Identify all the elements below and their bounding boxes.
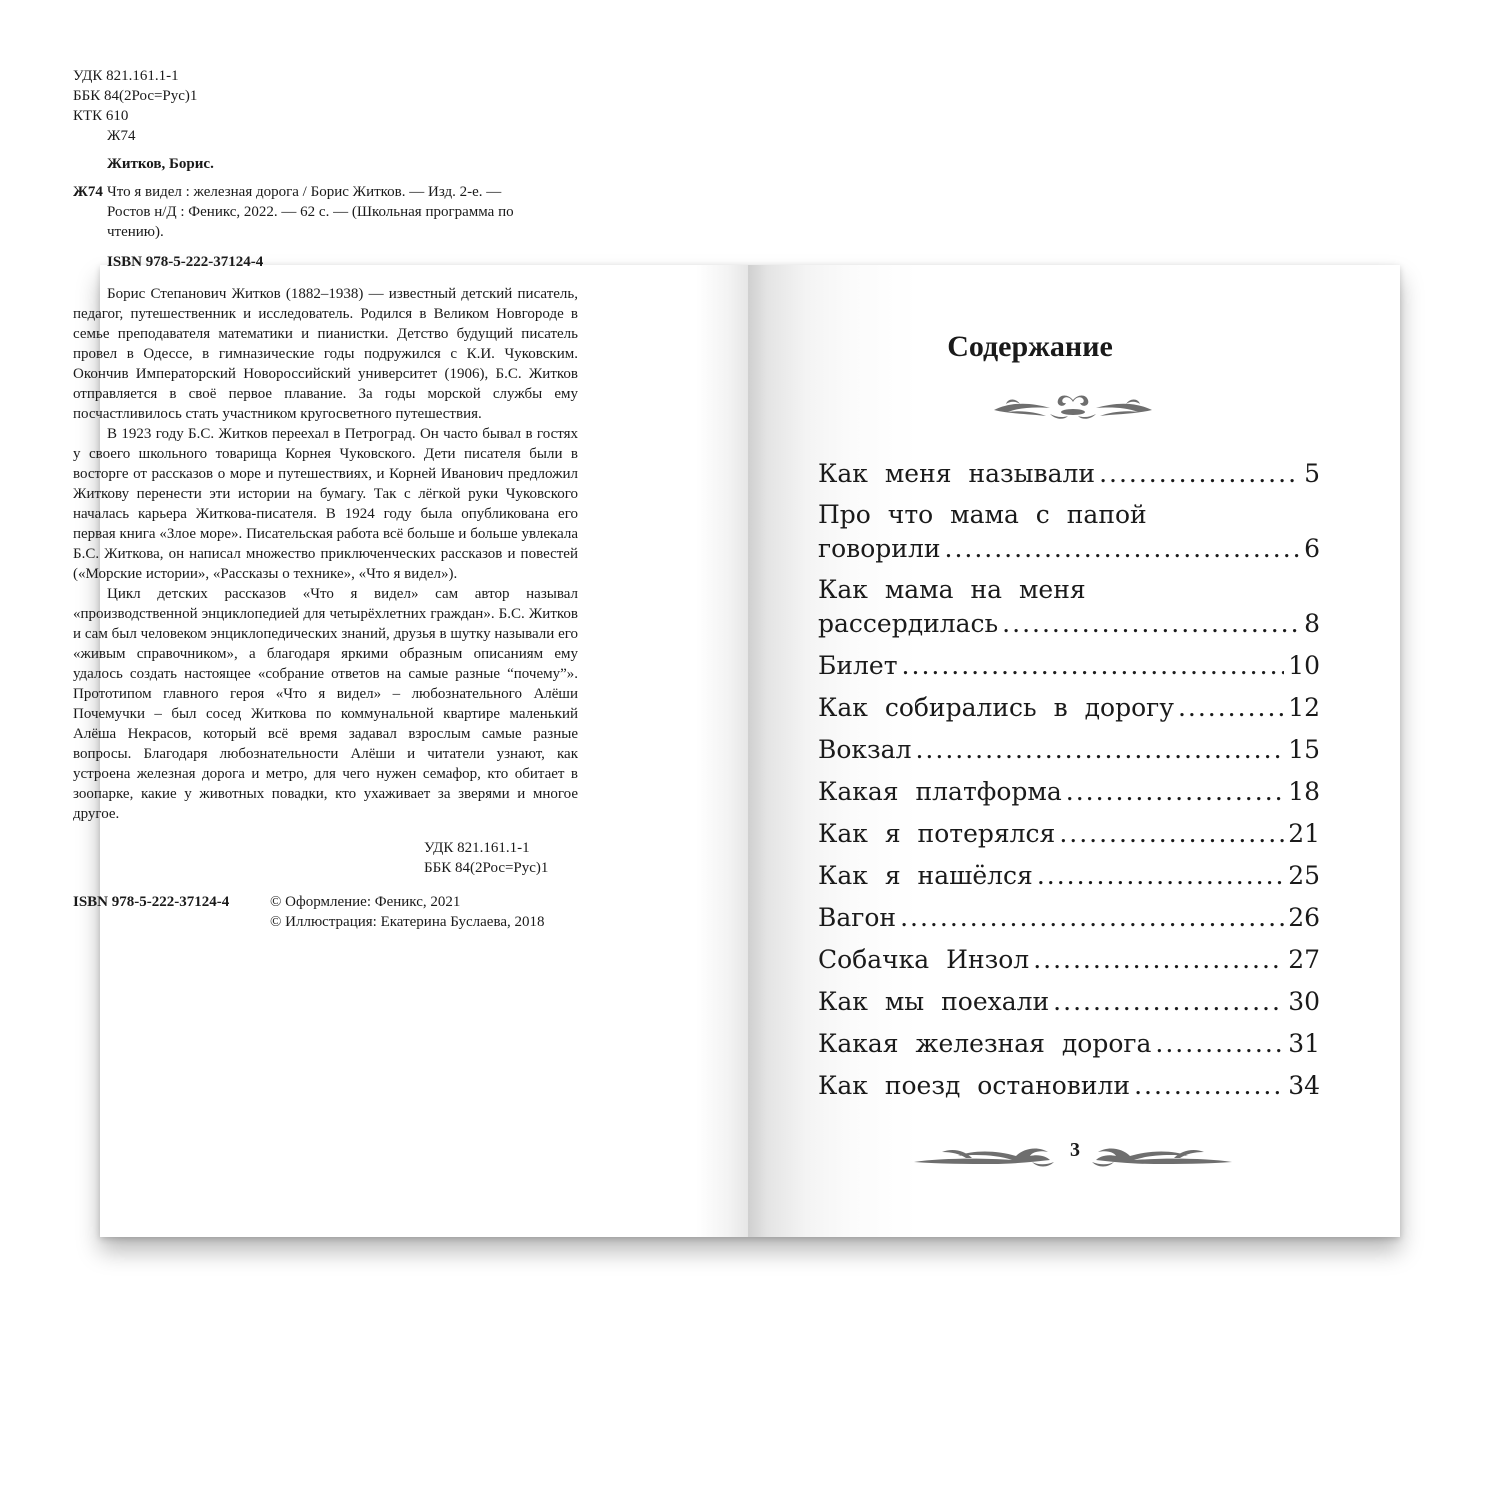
toc-entry-title: рассердилась xyxy=(818,609,999,638)
entry-line: Ростов н/Д : Феникс, 2022. — 62 с. — (Школьная программа по xyxy=(107,204,514,220)
toc-entry-title: Как я потерялся xyxy=(818,818,1056,848)
toc-entry-title: Какая платформа xyxy=(818,776,1062,806)
toc-entry-page: 34 xyxy=(1288,1070,1320,1100)
page-number: 3 xyxy=(1070,1139,1080,1161)
toc-entry-page: 31 xyxy=(1288,1028,1320,1058)
toc-entry[interactable] xyxy=(818,494,1320,569)
toc-entry-title: Билет xyxy=(818,650,898,680)
toc-entry[interactable] xyxy=(818,1022,1320,1064)
toc-leader-dots xyxy=(1002,609,1300,638)
toc-leader-dots xyxy=(1155,1029,1284,1058)
toc-leader-dots xyxy=(900,903,1284,932)
toc-entry[interactable] xyxy=(818,812,1320,854)
toc-entry-page: 10 xyxy=(1288,650,1320,680)
copyright-block xyxy=(73,892,578,932)
toc-entry-title: Как мама на меня xyxy=(818,575,1086,604)
toc-entry[interactable] xyxy=(818,452,1320,494)
toc-entry-page: 12 xyxy=(1288,692,1320,722)
classification-codes xyxy=(73,66,578,146)
toc-entry-page: 15 xyxy=(1288,734,1320,764)
toc-entry-title: Собачка Инзол xyxy=(818,944,1030,974)
toc-entry-title: Как меня называли xyxy=(818,458,1096,488)
toc-entry[interactable] xyxy=(818,644,1320,686)
toc-entry-page: 30 xyxy=(1288,986,1320,1016)
toc-entry[interactable] xyxy=(818,854,1320,896)
toc-entry[interactable] xyxy=(818,569,1320,644)
toc-entry-title: Вагон xyxy=(818,902,897,932)
toc-entry-title: Про что мама с папой xyxy=(818,500,1147,529)
toc-leader-dots xyxy=(1178,693,1284,722)
annotation xyxy=(73,284,578,824)
flourish-ornament-icon xyxy=(990,390,1156,424)
toc-entry[interactable] xyxy=(818,728,1320,770)
toc-entry-title: Как мы поехали xyxy=(818,986,1050,1016)
toc-entry-title: Вокзал xyxy=(818,734,912,764)
toc-leader-dots xyxy=(1037,861,1284,890)
annotation-paragraph: Борис Степанович Житков (1882–1938) — известный детский писатель, педагог, путешественник и исследователь. Родился в Великом Новгороде в семье преподавателя математики и пианистки. Детство будущий писатель провел в Одессе, в гимназические годы подружился с К.И. Чуковским. Окончив Императорский Новороссийский университет (1906), Б.С. Житков отправляется в своё первое плавание. За годы морской службы ему посчастливилось стать участником кругосветного путешествия. xyxy=(73,286,578,422)
bbk-code: ББК 84(2Рос=Рус)1 xyxy=(73,88,198,104)
udk-code: УДК 821.161.1-1 xyxy=(73,68,179,84)
toc-entry-title: Какая железная дорога xyxy=(818,1028,1152,1058)
udk-code: УДК 821.161.1-1 xyxy=(424,840,530,856)
toc-entry-page: 26 xyxy=(1288,902,1320,932)
author-heading: Житков, Борис. xyxy=(107,156,214,172)
toc-entry-page: 5 xyxy=(1304,458,1320,488)
toc-entry[interactable] xyxy=(818,938,1320,980)
toc-entry-page: 18 xyxy=(1288,776,1320,806)
toc-entry-page: 8 xyxy=(1304,609,1320,638)
toc-entry[interactable] xyxy=(818,686,1320,728)
author-sign: Ж74 xyxy=(107,128,136,144)
toc-entry-page: 25 xyxy=(1288,860,1320,890)
toc-entry-title: говорили xyxy=(818,534,941,563)
imprint-block xyxy=(73,66,578,932)
toc-entry-page: 21 xyxy=(1288,818,1320,848)
toc-entry-title: Как поезд остановили xyxy=(818,1070,1131,1100)
annotation-paragraph: В 1923 году Б.С. Житков переехал в Петроград. Он часто бывал в гостях у своего школьного товарища Корнея Чуковского. Дети писателя были в восторге от рассказов о море и путешествиях, и Корней Иванович предложил Житкову перенести эти истории на бумагу. Так с лёгкой руки Чуковского началась карьера Житкова-писателя. В 1924 году была опубликована его первая книга «Злое море». Писательская работа всё больше и больше увлекала Б.С. Житкова, он написал множество приключенческих рассказов и повестей («Морские истории», «Рассказы о технике», «Что я видел»). xyxy=(73,426,578,582)
toc-leader-dots xyxy=(945,534,1301,563)
toc-entry[interactable] xyxy=(818,1064,1320,1106)
ktk-code: КТК 610 xyxy=(73,108,129,124)
toc-leader-dots xyxy=(1053,987,1284,1016)
toc-entry[interactable] xyxy=(818,896,1320,938)
copyright-isbn: ISBN 978-5-222-37124-4 xyxy=(73,894,230,910)
toc-leader-dots xyxy=(915,735,1284,764)
entry-line: чтению). xyxy=(107,224,164,240)
bottom-codes xyxy=(73,838,578,878)
toc-entry-page: 27 xyxy=(1288,944,1320,974)
toc-entry-page: 6 xyxy=(1304,534,1320,563)
toc-leader-dots xyxy=(902,651,1285,680)
bbk-code: ББК 84(2Рос=Рус)1 xyxy=(424,860,549,876)
toc-entry-title: Как собирались в дорогу xyxy=(818,692,1174,722)
isbn: ISBN 978-5-222-37124-4 xyxy=(107,254,264,270)
toc-entry[interactable] xyxy=(818,770,1320,812)
bibliographic-entry xyxy=(73,182,578,242)
table-of-contents xyxy=(818,452,1320,1106)
annotation-paragraph: Цикл детских рассказов «Что я видел» сам автор называл «производственной энциклопедией для четырёхлетних граждан». Б.С. Житков и сам был человеком энциклопедических знаний, друзья в шутку называли его «живым справочником», а благодаря яркими образным описаниям ему удалось создать настоящее «собрание ответов на самые разные “почему”». Прототипом главного героя «Что я видел» – любознательного Алёши Почемучки – был сосед Житкова по коммунальной квартире маленький Алёша Некрасов, который всё время задавал взрослым самые разные вопросы. Благодаря любознательности Алёши и читатели узнают, как устроена железная дорога и метро, для чего нужен семафор, кто обитает в зоопарке, какие у животных повадки, кто ухаживает за зверями и многое другое. xyxy=(73,586,578,822)
toc-leader-dots xyxy=(1099,459,1300,488)
toc-entry-title: Как я нашёлся xyxy=(818,860,1033,890)
toc-leader-dots xyxy=(1033,945,1284,974)
toc-entry[interactable] xyxy=(818,980,1320,1022)
contents-title: Содержание xyxy=(947,330,1113,363)
toc-leader-dots xyxy=(1066,777,1284,806)
copyright-illustration: © Иллюстрация: Екатерина Буслаева, 2018 xyxy=(270,914,545,930)
copyright-design: © Оформление: Феникс, 2021 xyxy=(270,894,461,910)
entry-code: Ж74 xyxy=(73,184,103,200)
toc-leader-dots xyxy=(1059,819,1284,848)
entry-line: Что я видел : железная дорога / Борис Житков. — Изд. 2-е. — xyxy=(107,184,502,200)
toc-leader-dots xyxy=(1134,1071,1284,1100)
